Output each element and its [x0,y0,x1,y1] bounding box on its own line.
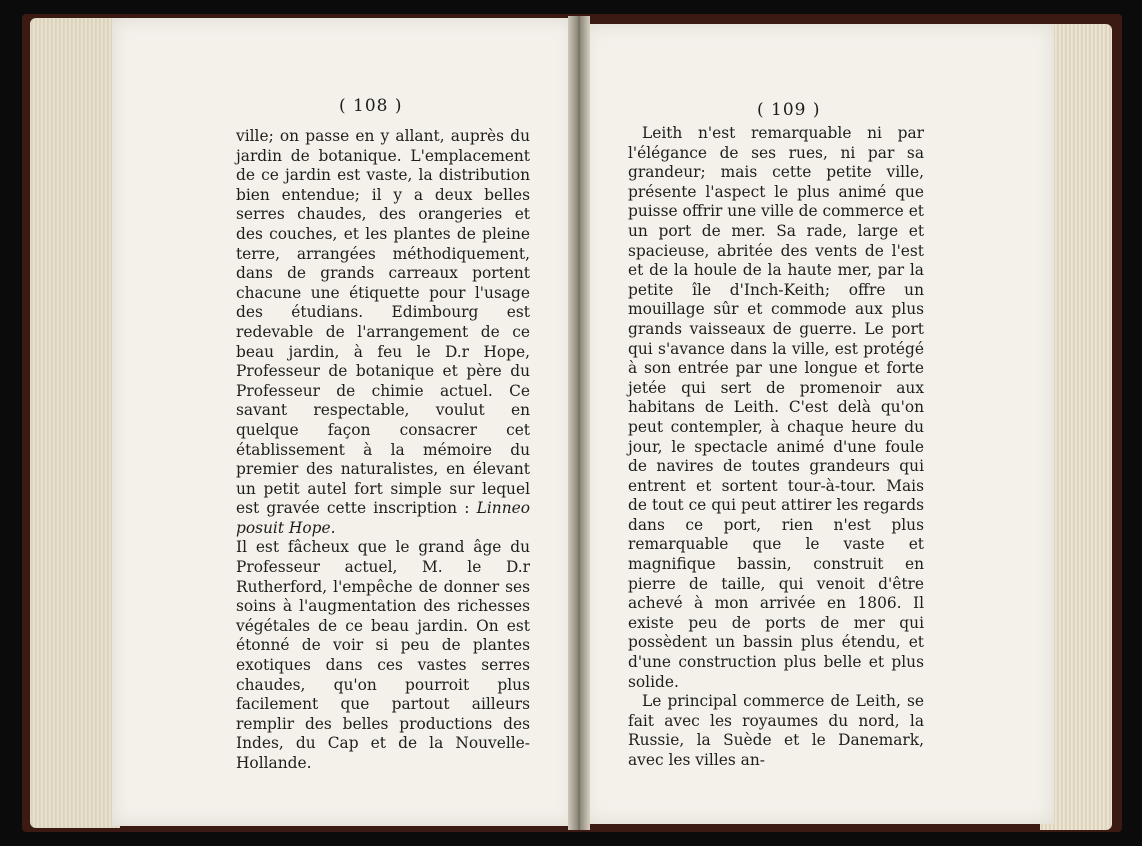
right-paragraph-2: Le principal commerce de Leith, se fait avec les royaumes du nord, la Russie, la Suède et le Danemark, avec les villes an- [628,692,924,769]
page-number-right: ( 109 ) [757,100,821,120]
left-page-text [236,127,530,774]
book-gutter [568,16,590,830]
page-edges-left [30,18,120,828]
inscription: Linneo posuit Hope. [236,499,530,537]
right-paragraph-1: Leith n'est remarquable ni par l'élégance de ses rues, ni par sa grandeur; mais cette petite ville, présente l'aspect le plus animé que puisse offrir une ville de commerce et un port de mer. Sa rade, large et spacieuse, abritée des vents de l'est et de la houle de la haute mer, par la petite île d'Inch-Keith; offre un mouillage sûr et commode aux plus grands vaisseaux de guerre. Le port qui s'avance dans la ville, est protégé à son entrée par une longue et forte jetée qui sert de promenoir aux habitans de Leith. C'est delà qu'on peut contempler, à chaque heure du jour, le spectacle animé d'une foule de navires de toutes grandeurs qui entrent et sortent tour-à-tour. Mais de tout ce qui peut attirer les regards dans ce port, rien n'est plus remarquable que le vaste et magnifique bassin, construit en pierre de taille, qui venoit d'être achevé à mon arrivée en 1806. Il existe peu de ports de mer qui possèdent un bassin plus étendu, et d'une construction plus belle et plus solide. [628,124,924,691]
left-paragraph-2: Il est fâcheux que le grand âge du Professeur actuel, M. le D.r Rutherford, l'empêche de donner ses soins à l'augmentation des richesses végétales de ce beau jardin. On est étonné de voir si peu de plantes exotiques dans ces vastes serres chaudes, qu'on pourroit plus facilement que partout ailleurs remplir des belles productions des Indes, du Cap et de la Nouvelle-Hollande. [236,538,530,772]
page-number-left: ( 108 ) [339,96,403,116]
left-paragraph-1: ville; on passe en y allant, auprès du jardin de botanique. L'emplacement de ce jardin est vaste, la distribution bien entendue; il y a deux belles serres chaudes, des orangeries et des couches, et les plantes de pleine terre, arrangées méthodiquement, dans de grands carreaux portent chacune une étiquette pour l'usage des étudians. Edimbourg est redevable de l'arrangement de ce beau jardin, à feu le D.r Hope, Professeur de botanique et père du Professeur de chimie actuel. Ce savant respectable, voulut en quelque façon consacrer cet établissement à la mémoire du premier des naturalistes, en élevant un petit autel fort simple sur lequel est gravée cette inscription : Linneo posuit Hope. [236,127,530,537]
right-page-text [628,124,924,771]
